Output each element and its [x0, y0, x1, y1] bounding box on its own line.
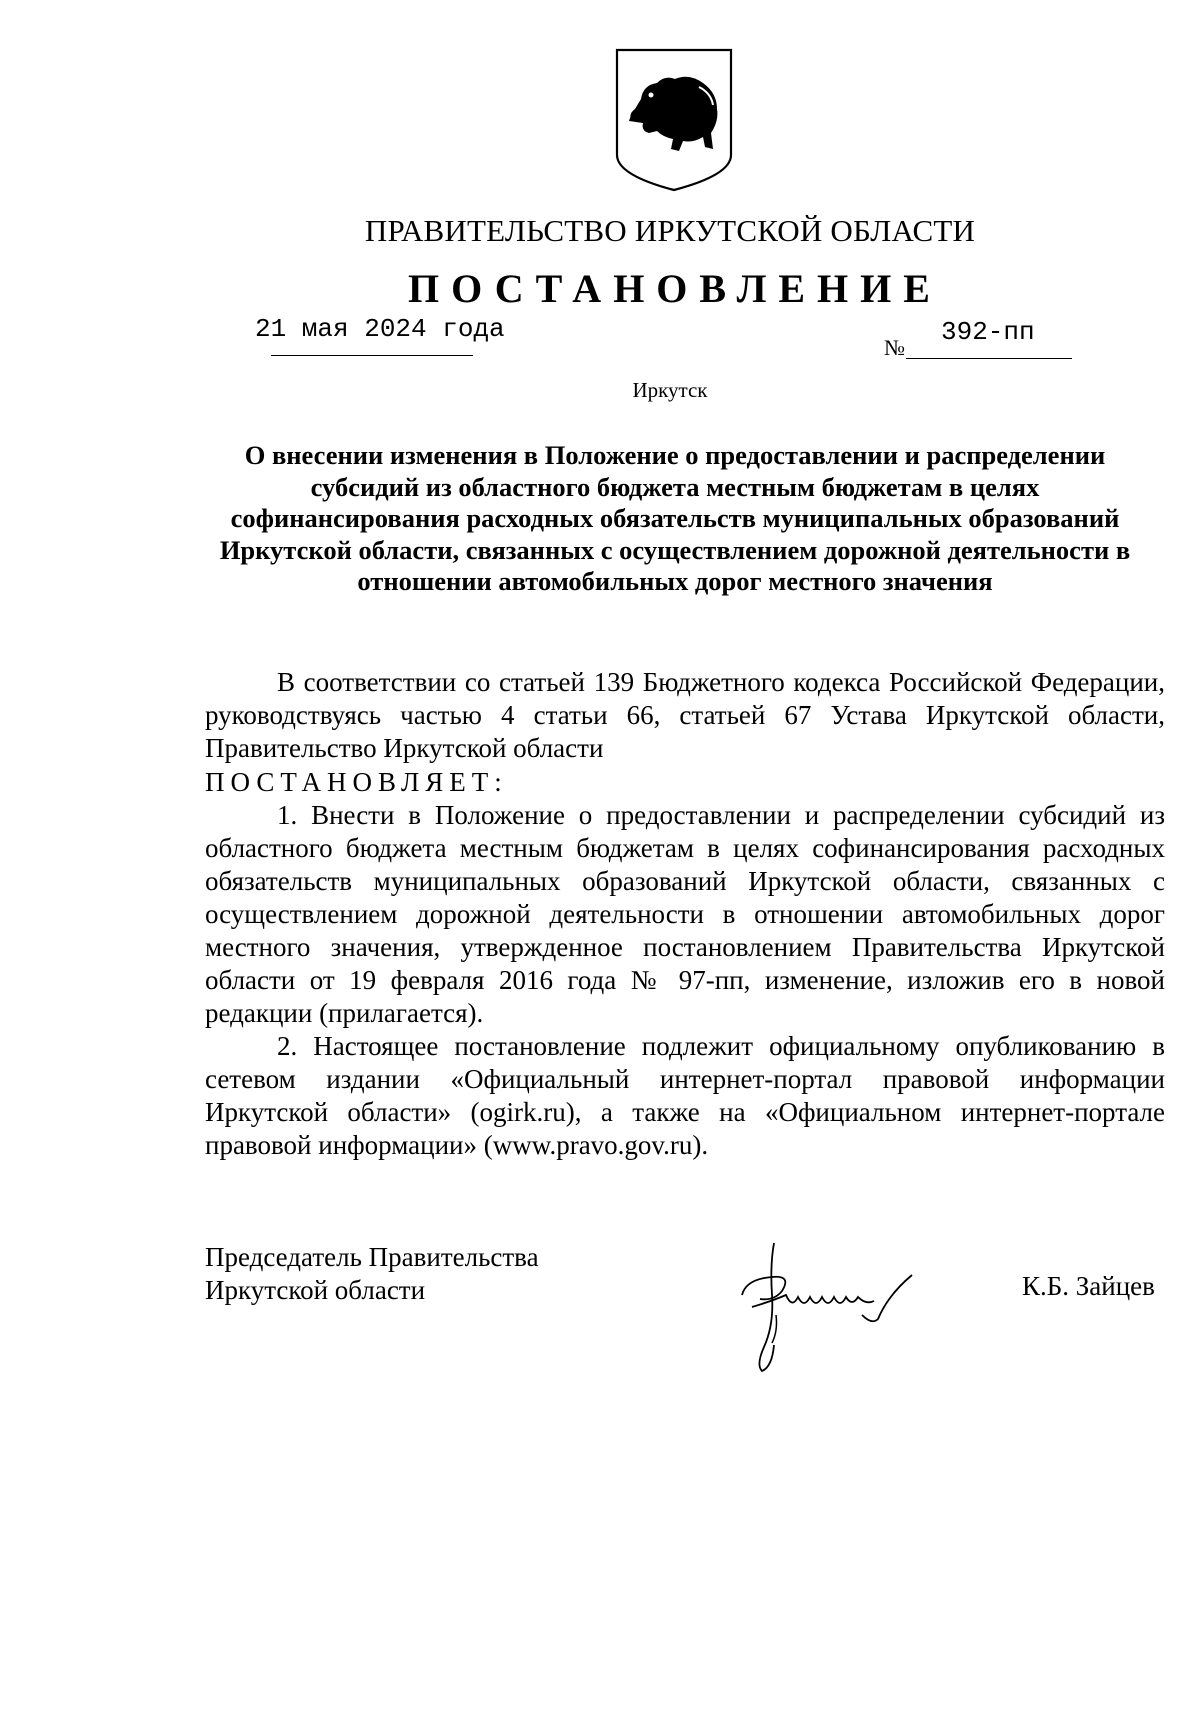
document-number: 392-пп [941, 317, 1035, 347]
signatory-position [205, 1241, 539, 1307]
preamble-paragraph: В соответствии со статьей 139 Бюджетного кодекса Российской Федерации, руководствуясь частью 4 статьи 66, статьей 67 Устава Иркутской области, Правительство Иркутской области [205, 667, 1165, 763]
coat-of-arms-icon [613, 47, 735, 192]
signer-name: К.Б. Зайцев [1022, 1271, 1155, 1301]
organization-name: ПРАВИТЕЛЬСТВО ИРКУТСКОЙ ОБЛАСТИ [364, 213, 976, 248]
date-underline [271, 355, 473, 356]
document-type: ПОСТАНОВЛЕНИЕ [408, 266, 942, 311]
position-line-1: Председатель Правительства [205, 1242, 539, 1272]
resolution-item-1: 1. Внести в Положение о предоставлении и распределении субсидий из областного бюджета местным бюджетам в целях софинансирования расходных обязательств муниципальных образований Иркутской области, связанных с осуществлением дорожной деятельности в отношении автомобильных дорог местного значения, утвержденное постановлением Правительства Иркутской области от 19 февраля 2016 года № 97-пп, изменение, изложив его в новой редакции (прилагается). [205, 800, 1165, 1028]
resolves-heading: ПОСТАНОВЛЯЕТ: [205, 767, 508, 797]
number-sign: № [884, 335, 905, 360]
number-underline [906, 358, 1072, 359]
document-title: О внесении изменения в Положение о предоставлении и распределении субсидий из областного бюджета местным бюджетам в целях софинансирования расходных обязательств муниципальных образований Иркутской области, связанных с осуществлением дорожной деятельности в отношении автомобильных дорог местного значения [219, 440, 1131, 596]
city: Иркутск [632, 378, 708, 402]
resolution-item-2: 2. Настоящее постановление подлежит официальному опубликованию в сетевом издании «Официальный интернет-портал правовой информации Иркутской области» (ogirk.ru), а также на «Официальном интернет-портале правовой информации» (www.pravo.gov.ru). [205, 1031, 1165, 1160]
handwritten-signature-icon [712, 1235, 962, 1375]
position-line-2: Иркутской области [205, 1275, 426, 1305]
document-date: 21 мая 2024 года [255, 314, 505, 344]
